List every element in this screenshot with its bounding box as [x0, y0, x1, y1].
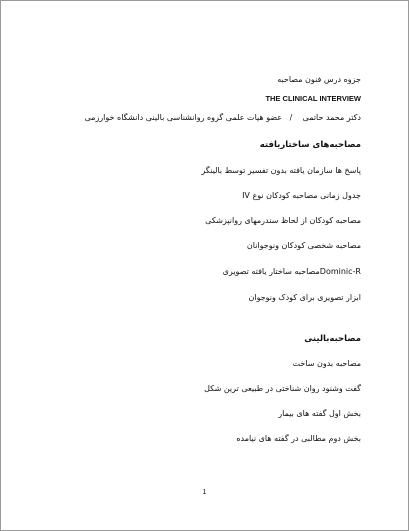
- list-item: جدول زمانی مصاحبه کودکان نوع IV: [242, 191, 361, 200]
- document-title: جزوه درس فنون مصاحبه: [277, 75, 361, 84]
- section-heading-clinical: مصاحبه‌بالینی: [304, 334, 361, 344]
- list-item: بخش اول گفته های بیمار: [278, 409, 361, 418]
- author-line: دکتر محمد حاتمی / عضو هیات علمی گروه روانشناسی بالینی دانشگاه خوارزمی: [84, 113, 361, 122]
- list-item: Dominic-Rمصاحبه ساختار یافته تصویری: [222, 267, 361, 276]
- document-title-english: THE CLINICAL INTERVIEW: [265, 94, 361, 103]
- list-item: پاسخ ها سازمان یافته بدون تفسیر توسط بالینگر: [201, 166, 361, 175]
- list-item: مصاحبه کودکان از لحاظ سندرمهای روانپزشکی: [205, 216, 361, 225]
- list-item: گفت وشنود روان شناختی در طبیعی ترین شکل: [204, 384, 361, 393]
- list-item: بخش دوم مطالبی در گفته های نیامده: [236, 434, 361, 443]
- page-number: 1: [202, 489, 207, 496]
- list-item: مصاحبه شخصی کودکان ونوجوانان: [246, 241, 361, 250]
- list-item: مصاحبه بدون ساخت: [292, 359, 361, 368]
- section-heading-structured: مصاحبه‌های ساختاریافته: [259, 140, 361, 150]
- list-item: ابزار تصویری برای کودک ونوجوان: [248, 293, 361, 302]
